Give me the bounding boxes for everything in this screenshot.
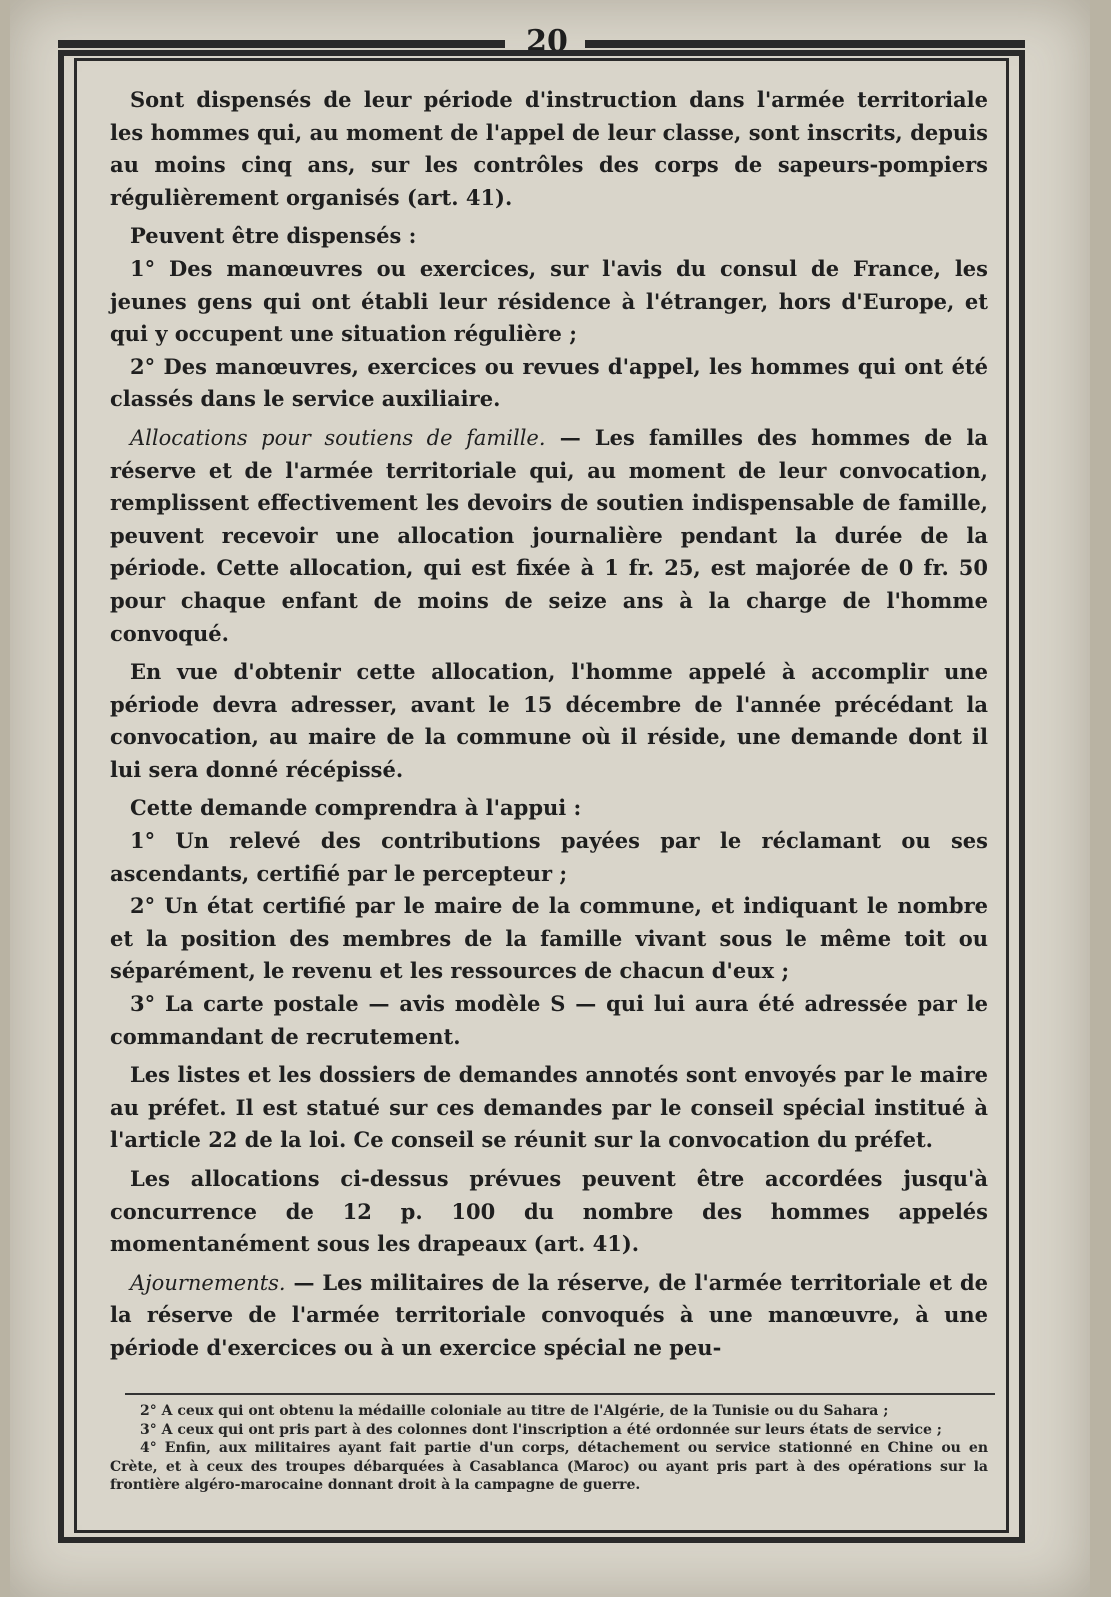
footnote-item-4: 4° Enfin, aux militaires ayant fait partie d'un corps, détachement ou service stationné en Chine ou en Crète, et à ceux des troupes débarquées à Casablanca (Maroc) ou ayant pris part à des opérations sur la frontière algéro-marocaine donnant droit à la campagne de guerre.	[110, 1440, 988, 1493]
paragraph-listes-dossiers: Les listes et les dossiers de demandes annotés sont envoyés par le maire au préfet. Il est statué sur ces demandes par le conseil spécial institué à l'article 22 de la loi. Ce conseil se réunit sur la convocation du préfet.	[110, 1062, 988, 1153]
footnote-rule	[125, 1393, 995, 1395]
footnote-item-3: 3° A ceux qui ont pris part à des colonnes dont l'inscription a été ordonnée sur leurs états de service ;	[140, 1421, 942, 1438]
main-text	[110, 84, 988, 1365]
paragraph-obtenir-allocation: En vue d'obtenir cette allocation, l'homme appelé à accomplir une période devra adresser, avant le 15 décembre de l'année précédant la convocation, au maire de la commune où il réside, une demande dont il lui sera donné récépissé.	[110, 659, 988, 782]
paragraph-allocations-concurrence: Les allocations ci-dessus prévues peuvent être accordées jusqu'à concurrence de 12 p. 100 du nombre des hommes appelés momentanément sous les drapeaux (art. 41).	[110, 1166, 988, 1257]
book-page	[10, 0, 1090, 1597]
paragraph-etat-certifie: 2° Un état certifié par le maire de la commune, et indiquant le nombre et la position des membres de la famille vivant sous le même toit ou séparément, le revenu et les ressources de chacun d'eux ;	[110, 893, 988, 984]
paragraph-ajournements	[110, 1267, 988, 1365]
paragraph-allocations-text: — Les familles des hommes de la réserve et de l'armée territoriale qui, au moment de leur convocation, remplissent effectivement les devoirs de soutien indispensable de famille, peuvent recevoir une allocation journalière pendant la durée de la période. Cette allocation, qui est fixée à 1 fr. 25, est majorée de 0 fr. 50 pour chaque enfant de moins de seize ans à la charge de l'homme convoqué.	[110, 424, 989, 646]
paragraph-sapeurs-pompiers: Sont dispensés de leur période d'instruction dans l'armée territoriale les hommes qui, au moment de l'appel de leur classe, sont inscrits, depuis au moins cinq ans, sur les contrôles des corps de sapeurs-pompiers régulièrement organisés (art. 41).	[110, 87, 988, 210]
paragraph-allocations	[110, 422, 988, 650]
page-number: 20	[526, 24, 568, 59]
footnotes	[110, 1402, 988, 1495]
section-heading-allocations: Allocations pour soutiens de famille.	[130, 425, 546, 450]
paragraph-carte-postale: 3° La carte postale — avis modèle S — qui lui aura été adressée par le commandant de recrutement.	[110, 991, 988, 1049]
section-heading-ajournements: Ajournements.	[130, 1270, 286, 1295]
paragraph-ajournements-text: — Les militaires de la réserve, de l'armée territoriale et de la réserve de l'armée territoriale convoqués à une manœuvre, à une période d'exercices ou à un exercice spécial ne peu-	[110, 1269, 988, 1360]
paragraph-item-2-service-auxiliaire: 2° Des manœuvres, exercices ou revues d'appel, les hommes qui ont été classés dans le service auxiliaire.	[110, 353, 988, 412]
header-rule-left	[58, 40, 505, 48]
footnote-item-2: 2° A ceux qui ont obtenu la médaille coloniale au titre de l'Algérie, de la Tunisie ou du Sahara ;	[140, 1403, 889, 1419]
paragraph-peuvent-etre-dispenses: Peuvent être dispensés :	[130, 223, 417, 249]
paragraph-demande-appui: Cette demande comprendra à l'appui :	[130, 795, 582, 821]
paragraph-item-1-residence: 1° Des manœuvres ou exercices, sur l'avis du consul de France, les jeunes gens qui ont établi leur résidence à l'étranger, hors d'Europe, et qui y occupent une situation régulière ;	[110, 255, 988, 347]
header-rule-right	[585, 40, 1025, 48]
paragraph-releve-contributions: 1° Un relevé des contributions payées par le réclamant ou ses ascendants, certifié par le percepteur ;	[110, 828, 988, 886]
